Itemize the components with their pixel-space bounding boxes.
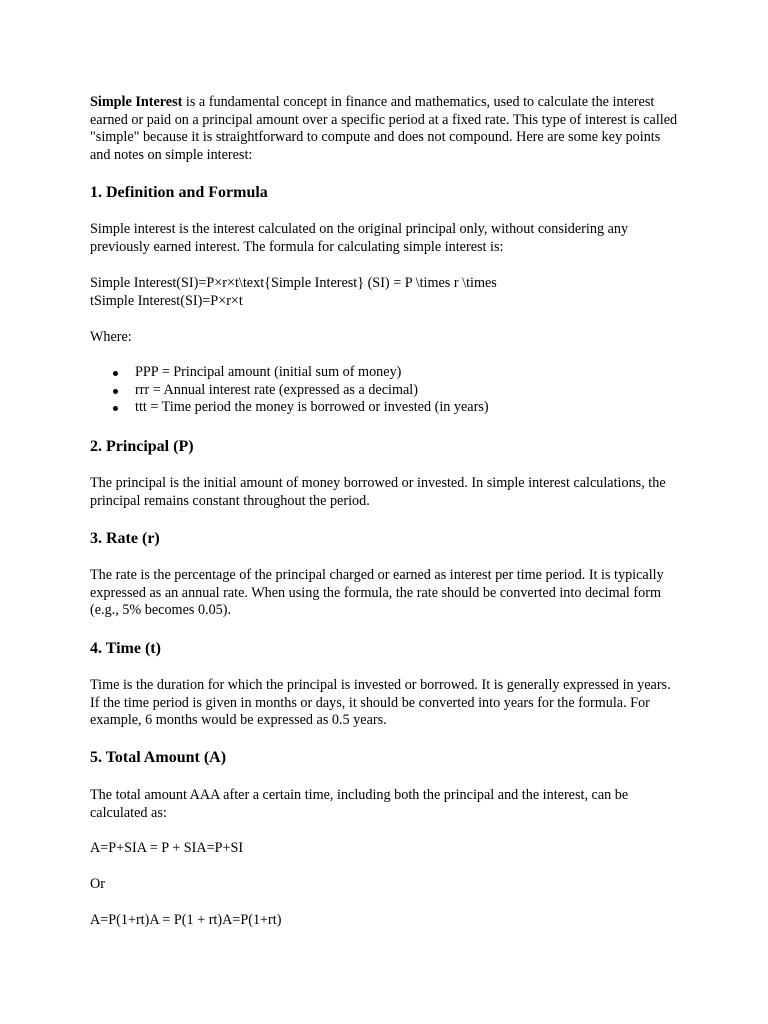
intro-paragraph [90,94,680,164]
bullet-dot-icon [113,389,118,394]
intro-term: Simple Interest [90,94,183,110]
list-item: ttt = Time period the money is borrowed or invested (in years) [90,399,680,417]
total-formula-2: A=P(1+rt)A = P(1 + rt)A=P(1+rt) [90,912,282,928]
definition-paragraph: Simple interest is the interest calculated on the original principal only, without considering any previously earned interest. The formula for calculating simple interest is: [90,221,629,255]
rate-paragraph: The rate is the percentage of the principal charged or earned as interest per time period. It is typically expressed as an annual rate. When using the formula, the rate should be converted into decimal form (e.g., 5% becomes 0.05). [90,567,664,618]
bullet-dot-icon [113,371,118,376]
time-paragraph: Time is the duration for which the principal is invested or borrowed. It is generally expressed in years. If the time period is given in months or days, it should be converted into years for the formula. For example, 6 months would be expressed as 0.5 years. [90,677,671,728]
formula-line-1: Simple Interest(SI)=P×r×t\text{Simple Interest} (SI) = P \times r \times [90,275,497,291]
heading-total-amount: 5. Total Amount (A) [90,749,227,766]
or-label: Or [90,876,105,892]
heading-time: 4. Time (t) [90,640,161,657]
bullet-dot-icon [113,406,118,411]
formula-line-2: tSimple Interest(SI)=P×r×t [90,293,243,309]
heading-definition: 1. Definition and Formula [90,184,268,201]
list-item: PPP = Principal amount (initial sum of money) [90,364,680,382]
total-amount-paragraph: The total amount AAA after a certain time, including both the principal and the interest, can be calculated as: [90,787,629,821]
total-formula-1: A=P+SIA = P + SIA=P+SI [90,840,244,856]
intro-text: is a fundamental concept in finance and mathematics, used to calculate the interest earned or paid on a principal amount over a specific period at a fixed rate. This type of interest is called "simple" because it is straightforward to compute and does not compound. Here are some key points and notes on simple interest: [90,94,678,163]
principal-paragraph: The principal is the initial amount of money borrowed or invested. In simple interest calculations, the principal remains constant throughout the period. [90,475,666,509]
heading-rate: 3. Rate (r) [90,530,160,547]
where-label: Where: [90,329,132,345]
variable-list [90,364,680,417]
list-item: rrr = Annual interest rate (expressed as a decimal) [90,382,680,400]
heading-principal: 2. Principal (P) [90,438,194,455]
